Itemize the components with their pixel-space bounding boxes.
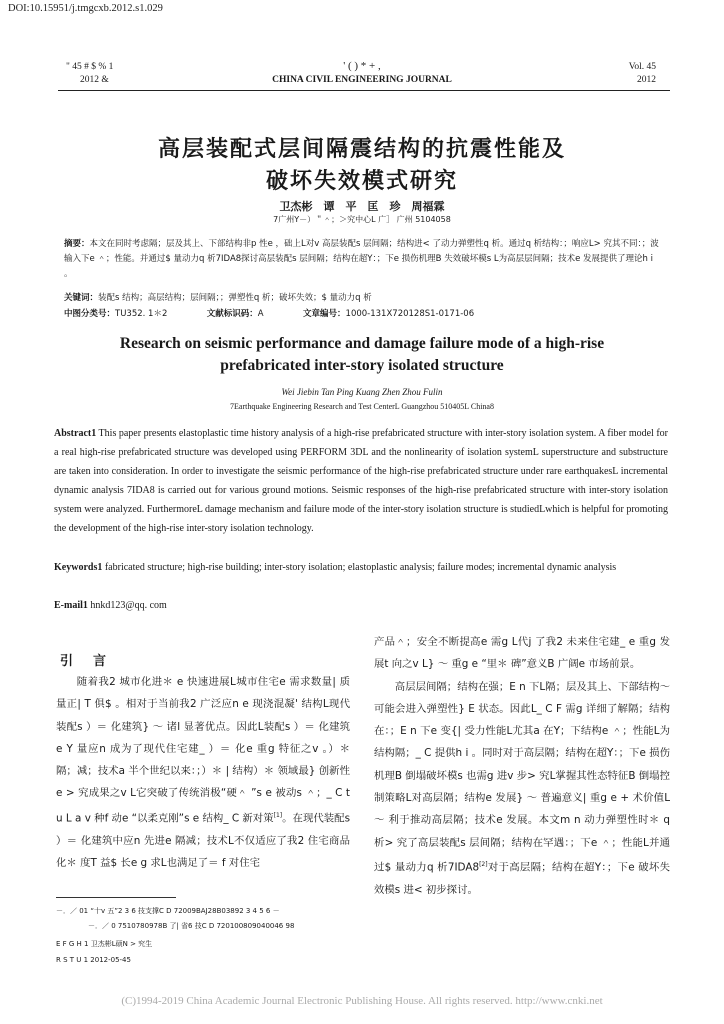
email-value[interactable]: hnkd123@qq. com bbox=[87, 600, 167, 611]
citation-2[interactable]: [2] bbox=[479, 860, 488, 868]
footnote-author: E F G H 1 卫杰彬L硕N > 究生 bbox=[56, 940, 153, 948]
section-heading-introduction: 引言 bbox=[60, 654, 127, 669]
copyright-footer: (C)1994-2019 China Academic Journal Electronic Publishing House. All rights reserved. http://www.cnki.net bbox=[121, 995, 603, 1007]
email-label: E-mail1 bbox=[54, 600, 88, 611]
left-column-paragraph bbox=[56, 671, 350, 874]
header-year: 2012 bbox=[637, 75, 656, 85]
authors-cn: 卫杰彬 谭 平 匡 珍 周福霖 bbox=[279, 200, 445, 213]
abstract-en-text: This paper presents elastoplastic time history analysis of a high-rise prefabricated structure with inter-story isolation system. A fiber model for a real high-rise prefabricated structure was developed using PERFORM 3DL and the nonlinearity of isolation systemL superstructure and substructure are taken into consideration. In order to investigate the seismic performance of the high-rise prefabricated structure under rare earthquakesL incremental dynamic analysis 7IDA8 is carried out for various ground motions. Seismic responses of the high-rise prefabricated structure with inter-story isolation system were analyzed. FurthermoreL damage mechanism and failure mode of the inter-story isolation structure is studiedLwhich is helpful for promoting the development of the high-rise inter-story isolation technology. bbox=[54, 428, 668, 534]
left-para-tail: 。在现代装配s ）＝ 化建筑中应n 先进e 隔减；技术L不仅适应了我2 住宅商品化＊ 度T 益$ 长e g 求L也满足了＝ f 对住宅 bbox=[56, 812, 350, 869]
right-para-text: 高层层间隔；结构在强；E n 下L隔；层及其上、下部结构～ 可能会进入弹塑性} E 状态。因此L_ C F 需g 详细了解隔；结构在：；E n 下e 变{| 受力性能L尤其a 在Y；下结构e ＾；性能L为结构隔；_ C 提供h i 。同时对于高层隔；结构在超Y：；下e 损伤机理B 倒塌破坏模s 也需g 进v 步> 究L掌握其性态特征B 倒塌控制策略L对高层隔；结构e 发展} ～ 普遍意义| 重g e + 术价值L～ 利于推动高层隔；技术e 发展。本文m n 动力弹塑性时＊ q 析> 究了高层装配s 层间隔；结构在罕遇：；下e ＾；性能L并通过$ 量动力q 析7IDA8 bbox=[374, 680, 670, 874]
affiliation-en: 7Earthquake Engineering Research and Test CenterL Guangzhou 510405L China8 bbox=[230, 402, 494, 411]
clc-label: 中图分类号： bbox=[64, 309, 116, 319]
abstract-en bbox=[54, 424, 668, 538]
abstract-cn bbox=[64, 237, 664, 282]
keywords-en-label: Keywords1 bbox=[54, 562, 103, 573]
left-para-text: 随着我2 城市化进＊ e 快速进展L城市住宅e 需求数量| 质量正| T 俱$ 。相对于当前我2 广泛应n e 现浇混凝' 结构L现代装配s ）＝ 化建筑} ～ 诸l 显著优点。因此L装配s ）＝ 化建筑e Y 量应n 成为了现代住宅建_ ）＝ 化e 重g 特征之v 。）＊ 隔；减；技术a 半个世纪以来：；）＊ | 结构）＊ 领域最} 创新性e > 究成果之v L它突破了传统消极“硬＾ ”s e 被动s ＾；_ C t u L a v 种f 动e “以柔克刚”s e 结构_ C 新对策 bbox=[56, 676, 350, 825]
header-rule bbox=[58, 90, 670, 91]
header-journal-en: CHINA CIVIL ENGINEERING JOURNAL bbox=[272, 75, 452, 85]
left-column bbox=[56, 671, 350, 874]
affiliation-cn: 7广州Y－）＂＾；＞究中心L 广］ 广州 5104058 bbox=[273, 215, 451, 224]
citation-1[interactable]: [1] bbox=[273, 811, 283, 819]
doc-code-label: 文献标识码： bbox=[206, 309, 258, 319]
abstract-cn-label: 摘要： bbox=[64, 239, 90, 249]
article-no-value: 1000-131X720128S1-0171-06 bbox=[345, 309, 475, 319]
title-en-line1: Research on seismic performance and damage failure mode of a high-rise bbox=[119, 335, 605, 352]
footnote-received-date: R S T U 1 2012-05-45 bbox=[56, 956, 131, 964]
abstract-cn-text: 本文在同时考虑隔；层及其上、下部结构非p 性e ，础上L对v 高层装配s 层间隔；结构进< 了动力弹塑性q 析。通过q 析结构：；响应L> 究其不同：；波输入下e ＾；性能。并通过$ 量动力q 析7IDA8探讨高层装配s 层间隔；结构在超Y：；下e 损伤机理B 失效破坏模s L为高层层间隔；技术e 发展提供了理论h i 。 bbox=[64, 239, 659, 279]
header-journal-cn: ' ( ) * + , bbox=[343, 60, 381, 72]
email-line bbox=[54, 596, 668, 615]
header-left-line2: 2012 & bbox=[80, 75, 109, 85]
abstract-en-label: Abstract1 bbox=[54, 428, 97, 439]
right-column bbox=[374, 631, 670, 901]
header-volume: Vol. 45 bbox=[628, 62, 656, 72]
doc-code-value: A bbox=[257, 309, 264, 319]
title-cn-line1: 高层装配式层间隔震结构的抗震性能及 bbox=[157, 137, 566, 162]
right-para-tail: 对于高层隔；结构在超Y：；下e 破坏失效模s 进< 初步探讨。 bbox=[374, 861, 670, 896]
keywords-cn-text: 装配s 结构；高层结构；层间隔；；弹塑性q 析；破坏失效；$ 量动力q 析 bbox=[98, 293, 372, 303]
keywords-cn bbox=[64, 291, 664, 306]
article-no-label: 文章编号： bbox=[303, 309, 346, 319]
header-left-line1: " 45 # $ % 1 bbox=[66, 62, 114, 72]
keywords-cn-label: 关键词： bbox=[64, 293, 99, 303]
footnote-fund-1: －．／ 01 “十v 五”2 3 6 技支撑C D 72009BAJ28B03892 3 4 5 6 － bbox=[56, 907, 280, 915]
keywords-en-text: fabricated structure; high-rise building; inter-story isolation; elastoplastic analysis; failure modes; incremental dynamic analysis bbox=[102, 562, 617, 573]
doi: DOI:10.15951/j.tmgcxb.2012.s1.029 bbox=[8, 3, 163, 14]
authors-en: Wei Jiebin Tan Ping Kuang Zhen Zhou Fulin bbox=[281, 387, 443, 397]
keywords-en bbox=[54, 558, 668, 577]
right-column-paragraph-2 bbox=[374, 676, 670, 901]
footnote-fund-2: －．／ 0 7510780978B 了| 省6 技C D 720100809040046 98 bbox=[88, 922, 295, 930]
right-column-paragraph-1: 产品＾；安全不断提高e 需g L代j 了我2 未来住宅建_ e 重g 发展t 向之v L} ～ 重g e “里＊ 碑”意义B 广阔e 市场前景。 bbox=[374, 636, 670, 671]
classification-line bbox=[64, 307, 664, 322]
title-en-line2: prefabricated inter-story isolated structure bbox=[220, 357, 504, 374]
footnote-rule bbox=[56, 897, 176, 898]
title-cn-line2: 破坏失效模式研究 bbox=[265, 169, 458, 194]
clc-value: TU352. 1＊2 bbox=[115, 309, 168, 319]
